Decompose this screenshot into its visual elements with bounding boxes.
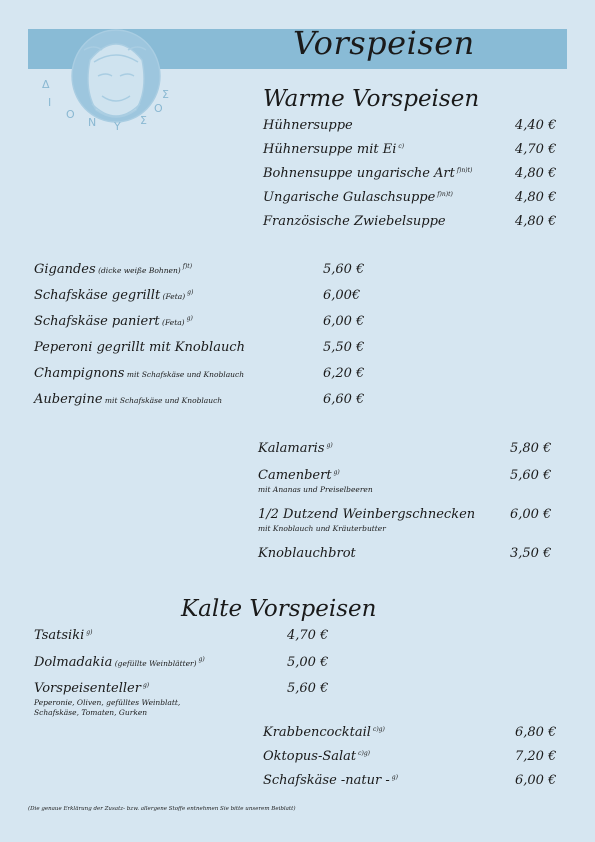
menu-item-name: Vorspeisenteller $^{g)}$ bbox=[34, 681, 150, 696]
menu-item-price: 4,80 € bbox=[515, 214, 557, 229]
svg-text:Ι: Ι bbox=[48, 96, 52, 109]
section-title-warm: Warme Vorspeisen bbox=[263, 86, 480, 112]
menu-item-description: mit Ananas und Preiselbeeren bbox=[258, 485, 373, 494]
menu-item-name: Bohnensuppe ungarische Art $^{f)n)t)}$ bbox=[263, 166, 473, 181]
menu-item-name: Knoblauchbrot bbox=[258, 546, 356, 561]
menu-item-detail: mit Schafskäse und Knoblauch bbox=[102, 396, 223, 405]
menu-item-description: Peperonie, Oliven, gefülltes Weinblatt, Schafskäse, Tomaten, Gurken bbox=[34, 698, 181, 717]
menu-item-name: Krabbencocktail $^{c)g)}$ bbox=[263, 725, 385, 740]
svg-text:Ν: Ν bbox=[88, 116, 97, 129]
menu-item-price: 5,60 € bbox=[510, 468, 552, 483]
menu-item-price: 4,70 € bbox=[287, 628, 329, 643]
menu-item-price: 6,20 € bbox=[323, 366, 365, 381]
menu-item-name: Champignons mit Schafskäse und Knoblauch bbox=[34, 366, 245, 381]
svg-text:Σ: Σ bbox=[162, 88, 169, 101]
menu-item-price: 6,00 € bbox=[510, 507, 552, 522]
menu-item-price: 4,80 € bbox=[515, 166, 557, 181]
menu-item-name: 1/2 Dutzend Weinbergschnecken bbox=[258, 507, 476, 522]
allergen-note: f)t) bbox=[182, 262, 193, 270]
allergen-note: f)n)t) bbox=[456, 166, 473, 174]
menu-item-name: Schafskäse -natur - $^{g)}$ bbox=[263, 773, 398, 788]
svg-text:Ο: Ο bbox=[66, 108, 75, 121]
svg-text:Σ: Σ bbox=[140, 114, 147, 127]
page-title: Vorspeisen bbox=[293, 24, 475, 62]
menu-item-name: Peperoni gegrillt mit Knoblauch bbox=[34, 340, 245, 355]
menu-item-price: 6,00 € bbox=[323, 314, 365, 329]
zeus-medallion-icon bbox=[28, 20, 178, 140]
menu-item-price: 6,00 € bbox=[515, 773, 557, 788]
menu-item-name: Französische Zwiebelsuppe bbox=[263, 214, 446, 229]
menu-item-detail: (Feta) bbox=[159, 318, 185, 327]
allergen-note: g) bbox=[187, 288, 194, 296]
menu-item-name: Aubergine mit Schafskäse und Knoblauch bbox=[34, 392, 223, 407]
menu-item-price: 4,70 € bbox=[515, 142, 557, 157]
menu-item-name: Ungarische Gulaschsuppe $^{f)n)t)}$ bbox=[263, 190, 453, 205]
allergen-note: c)g) bbox=[372, 725, 385, 733]
section-title-cold: Kalte Vorspeisen bbox=[181, 596, 377, 622]
allergen-note: g) bbox=[86, 628, 93, 636]
menu-item-price: 5,00 € bbox=[287, 655, 329, 670]
menu-item-name: Kalamaris $^{g)}$ bbox=[258, 441, 333, 456]
menu-item-detail: (Feta) bbox=[160, 292, 186, 301]
menu-item-name: Hühnersuppe bbox=[263, 118, 353, 133]
allergen-note: g) bbox=[326, 441, 333, 449]
allergen-note: g) bbox=[186, 314, 193, 322]
menu-item-price: 4,40 € bbox=[515, 118, 557, 133]
svg-text:Ο: Ο bbox=[154, 102, 163, 115]
menu-item-name: Dolmadakia (gefüllte Weinblätter) $^{g)}$ bbox=[34, 655, 205, 670]
allergen-note: c) bbox=[398, 142, 405, 150]
allergen-note: g) bbox=[333, 468, 340, 476]
menu-item-name: Hühnersuppe mit Ei $^{c)}$ bbox=[263, 142, 405, 157]
menu-item-name: Oktopus-Salat $^{c)g)}$ bbox=[263, 749, 371, 764]
allergen-note: f)n)t) bbox=[437, 190, 453, 198]
menu-item-price: 4,80 € bbox=[515, 190, 557, 205]
menu-item-description: mit Knoblauch und Kräuterbutter bbox=[258, 524, 386, 533]
menu-item-price: 5,80 € bbox=[510, 441, 552, 456]
menu-item-name: Gigandes (dicke weiße Bohnen) $^{f)t)}$ bbox=[34, 262, 193, 277]
menu-item-price: 6,80 € bbox=[515, 725, 557, 740]
menu-item-detail: (dicke weiße Bohnen) bbox=[95, 266, 181, 275]
allergen-note: g) bbox=[391, 773, 398, 781]
allergen-note: g) bbox=[198, 655, 205, 663]
menu-item-price: 5,50 € bbox=[323, 340, 365, 355]
menu-item-price: 7,20 € bbox=[515, 749, 557, 764]
menu-item-price: 6,60 € bbox=[323, 392, 365, 407]
menu-item-price: 3,50 € bbox=[510, 546, 552, 561]
menu-item-name: Camenbert $^{g)}$ bbox=[258, 468, 340, 483]
allergen-note: c)g) bbox=[358, 749, 371, 757]
menu-item-detail: mit Schafskäse und Knoblauch bbox=[124, 370, 245, 379]
menu-item-detail: (gefüllte Weinblätter) bbox=[112, 659, 197, 668]
menu-item-price: 6,00€ bbox=[323, 288, 361, 303]
menu-item-price: 5,60 € bbox=[323, 262, 365, 277]
menu-item-price: 5,60 € bbox=[287, 681, 329, 696]
menu-item-name: Schafskäse gegrillt (Feta) $^{g)}$ bbox=[34, 288, 194, 303]
footnote: (Die genaue Erklärung der Zusatz- bzw. allergene Stoffe entnehmen Sie bitte unserem Beiblatt) bbox=[28, 806, 296, 812]
menu-item-name: Tsatsiki $^{g)}$ bbox=[34, 628, 93, 643]
svg-text:Υ: Υ bbox=[114, 120, 121, 133]
svg-text:Δ: Δ bbox=[42, 78, 50, 91]
menu-item-name: Schafskäse paniert (Feta) $^{g)}$ bbox=[34, 314, 193, 329]
allergen-note: g) bbox=[142, 681, 150, 689]
